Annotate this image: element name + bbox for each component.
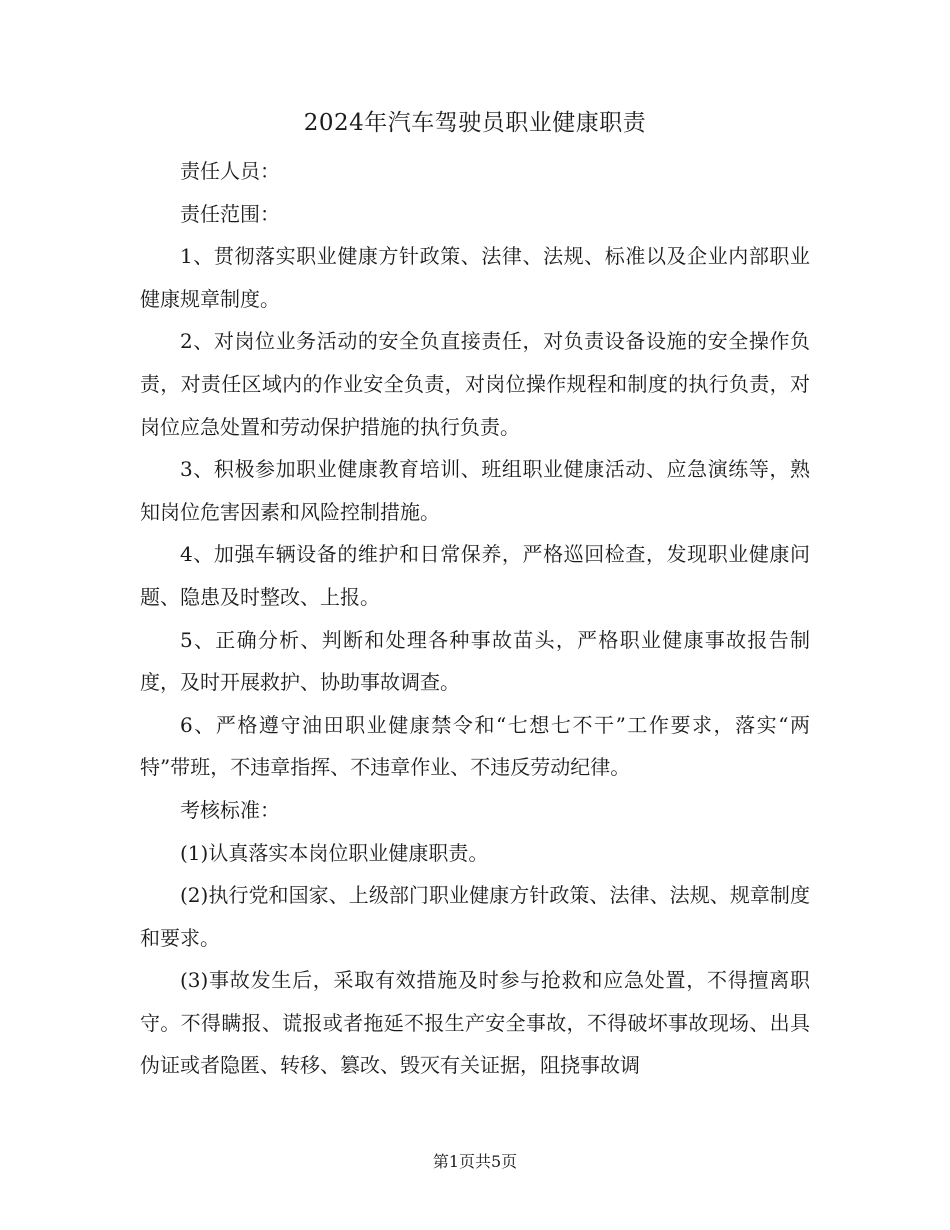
paragraph-item-5: 5、正确分析、判断和处理各种事故苗头，严格职业健康事故报告制度，及时开展救护、协助事故调查。 <box>140 627 810 695</box>
paragraph-item-2: 2、对岗位业务活动的安全负直接责任，对负责设备设施的安全操作负责，对责任区域内的作业安全负责，对岗位操作规程和制度的执行负责，对岗位应急处置和劳动保护措施的执行负责。 <box>140 329 810 439</box>
paragraph-responsible-person: 责任人员： <box>180 159 280 183</box>
paragraph-item-4: 4、加强车辆设备的维护和日常保养，严格巡回检查，发现职业健康问题、隐患及时整改、上报。 <box>140 542 810 609</box>
document-body <box>140 150 810 1087</box>
page-number-footer: 第1页共5页 <box>432 1152 518 1171</box>
paragraph-assessment-heading: 考核标准： <box>180 797 280 822</box>
paragraph-assessment-1: (1)认真落实本岗位职业健康职责。 <box>180 840 489 865</box>
document-title: 2024年汽车驾驶员职业健康职责 <box>303 110 647 136</box>
paragraph-assessment-2: (2)执行党和国家、上级部门职业健康方针政策、法律、法规、规章制度和要求。 <box>140 883 810 950</box>
paragraph-item-3: 3、积极参加职业健康教育培训、班组职业健康活动、应急演练等，熟知岗位危害因素和风险控制措施。 <box>140 457 810 524</box>
paragraph-item-6: 6、严格遵守油田职业健康禁令和“七想七不干”工作要求，落实“两特”带班，不违章指挥、不违章作业、不违反劳动纪律。 <box>140 712 810 780</box>
paragraph-assessment-3: (3)事故发生后，采取有效措施及时参与抢救和应急处置，不得擅离职守。不得瞒报、谎报或者拖延不报生产安全事故，不得破坏事故现场、出具伪证或者隐匿、转移、篡改、毁灭有关证据，阻挠事故调 <box>140 968 810 1078</box>
paragraph-item-1: 1、贯彻落实职业健康方针政策、法律、法规、标准以及企业内部职业健康规章制度。 <box>140 244 810 311</box>
paragraph-responsibility-scope: 责任范围： <box>180 201 280 226</box>
